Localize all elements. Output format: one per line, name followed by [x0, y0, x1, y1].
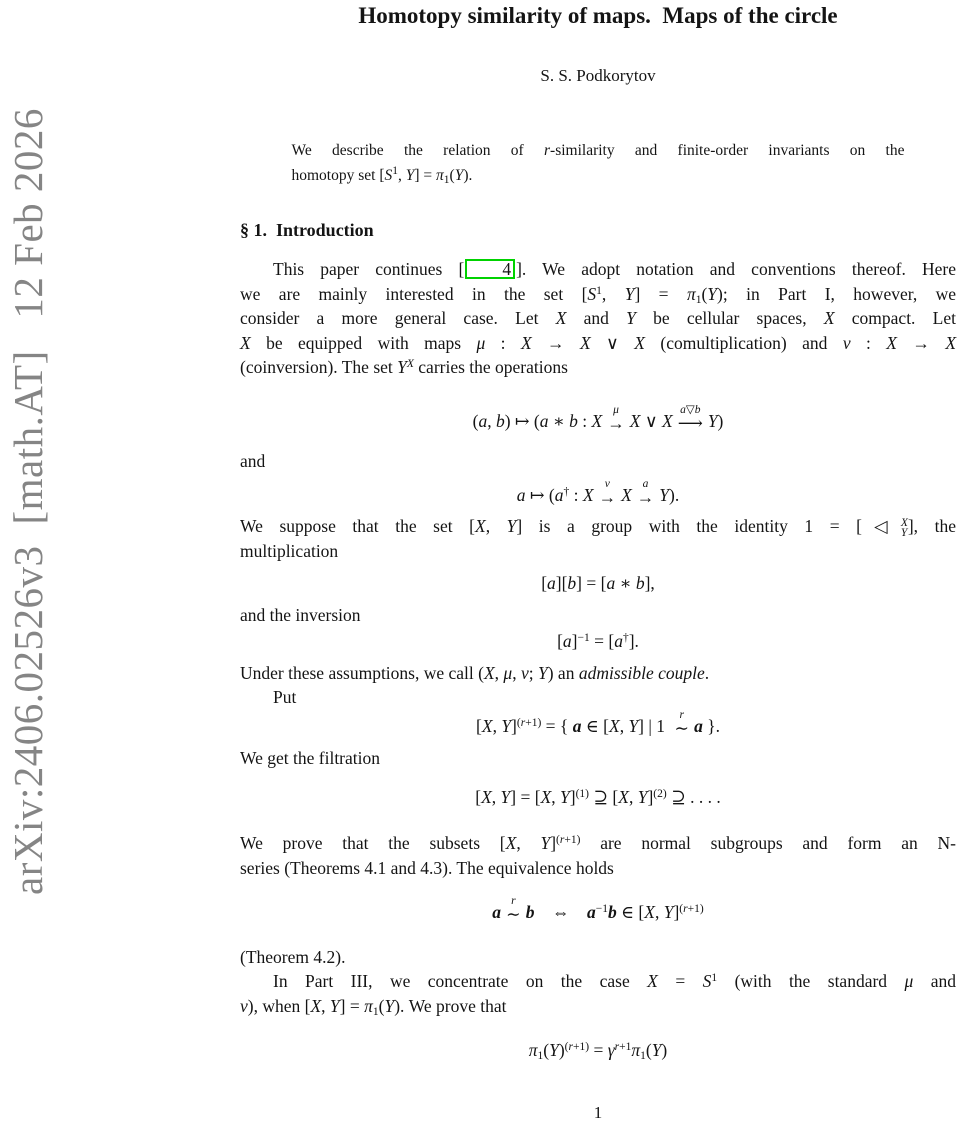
text-run: μ [613, 403, 619, 416]
text-run [556, 834, 580, 846]
text-run: ], the [907, 516, 957, 536]
text-run: X [900, 517, 908, 529]
text-run: Y [454, 166, 464, 184]
text-run: a [586, 902, 596, 922]
text-run: , [487, 410, 496, 431]
text-run: we are mainly interested in the set [ [240, 283, 588, 304]
text-run: r [543, 142, 551, 159]
text-run: ][ [555, 573, 568, 593]
text-run: π [528, 1040, 538, 1060]
text-run: b [569, 410, 578, 431]
text-run: μ [503, 662, 513, 683]
text-run: ⊇ [ [589, 786, 619, 807]
text-run: 1 [537, 1050, 544, 1062]
paragraph-line [240, 856, 956, 881]
text-run: ν [520, 662, 529, 683]
author-name: S. S. Podkorytov [540, 66, 656, 85]
text-run: Y [560, 786, 570, 807]
equation-coinversion-operation [240, 479, 956, 508]
paragraph-admissible-couple [240, 661, 956, 686]
text-run: , [398, 166, 406, 184]
text-run: ∗ [615, 573, 636, 593]
text-run: π [364, 995, 373, 1016]
text-run: X [481, 715, 493, 736]
text-run: , [516, 833, 541, 853]
text-run: r [683, 903, 688, 915]
text-run [598, 477, 617, 507]
text-run: X [579, 332, 591, 353]
text-run: ▽ [685, 403, 695, 416]
text-run: ⊇ . . . . [666, 786, 721, 807]
text-run: +1) [525, 716, 542, 729]
text-run: Y [549, 1040, 559, 1060]
text-run: ; [528, 662, 538, 683]
text-run: ] [647, 786, 654, 807]
text-run: X [406, 358, 414, 370]
text-run: Y [651, 1040, 662, 1060]
text-run: ( [516, 716, 521, 729]
arrow-glyph: ∼ [506, 904, 521, 924]
paragraph-line [240, 331, 956, 356]
text-run: ]. We adopt notation and conventions thereof. Here [516, 259, 956, 279]
page-number: 1 [593, 1103, 603, 1122]
abstract-line [292, 139, 905, 164]
text-run: ) ↦ ( [504, 410, 540, 431]
text-run [565, 1041, 589, 1053]
equation-inversion [240, 629, 956, 654]
text-run [679, 903, 703, 915]
text-run: Y [707, 283, 718, 304]
paragraph-group-identity [240, 514, 956, 563]
paragraph-line [240, 514, 956, 539]
paper-content [240, 0, 956, 1063]
text-run: ν [604, 477, 610, 490]
text-run: a [642, 477, 649, 490]
text-run: : [485, 332, 521, 353]
text-run: ] = [339, 995, 365, 1016]
text-run: ∨ [590, 332, 635, 353]
text-run: = [657, 971, 703, 991]
text-run: a [694, 715, 703, 736]
text-run: ]. [628, 631, 639, 651]
text-run: : [569, 484, 583, 505]
label-theorem-4-2: (Theorem 4.2). [240, 946, 346, 967]
text-run: , [601, 283, 625, 304]
text-run: , [494, 662, 504, 683]
text-run: a [562, 631, 572, 651]
text-run: X [582, 484, 594, 505]
text-run: admissible couple [578, 662, 705, 683]
text-run: X [540, 786, 552, 807]
text-run: X [591, 410, 603, 431]
text-run: ) an [547, 662, 579, 683]
text-run: r [511, 895, 516, 907]
text-run: γ [607, 1040, 615, 1060]
text-run [653, 788, 666, 800]
paragraph-line [240, 355, 956, 380]
text-run: , [492, 715, 502, 736]
text-run: ◁ [861, 516, 900, 536]
text-run: b [525, 902, 535, 922]
text-run: ] [550, 833, 557, 853]
text-run: b [495, 410, 505, 431]
text-run: : [577, 410, 592, 431]
text-run: X [505, 833, 517, 853]
text-run: ] = [634, 283, 687, 304]
text-run: +1 [619, 1041, 632, 1053]
text-run: Y [500, 786, 511, 807]
text-run [576, 788, 589, 800]
text-run: X [475, 516, 486, 536]
text-run: Y [540, 833, 551, 853]
text-run: X [481, 786, 492, 807]
text-run: b [607, 902, 617, 922]
arrow-glyph: → [636, 486, 655, 507]
text-run: = [ [589, 631, 615, 651]
text-run: Y [707, 410, 718, 431]
text-run: = { [541, 715, 573, 736]
text-run: S [587, 283, 597, 304]
text-run: ∗ [548, 410, 570, 431]
text-run: S [384, 166, 393, 184]
subscript [901, 528, 908, 538]
text-run: [ [557, 631, 563, 651]
paragraph-part-iii [240, 969, 956, 1018]
text-run: ) [717, 410, 724, 431]
text-run: 1 [596, 284, 602, 297]
text-run: a [680, 403, 686, 416]
text-run [636, 477, 655, 507]
label-filtration: We get the filtration [240, 748, 380, 768]
text-run: }. [702, 715, 720, 736]
section-heading: § 1. Introduction [240, 220, 374, 240]
text-run: : [850, 332, 887, 353]
text-run: compact. Let [834, 308, 956, 328]
text-run: ], [644, 573, 655, 593]
text-run: X [647, 971, 658, 991]
text-run: a [539, 410, 549, 431]
paper-title: Homotopy similarity of maps. Maps of the circle [358, 3, 838, 28]
text-run: ) [661, 1040, 668, 1060]
text-run: , [619, 715, 629, 736]
text-run: +1) [687, 903, 704, 915]
equation-pi1-gamma [240, 1038, 956, 1063]
text-run: a [614, 631, 623, 651]
text-run: +1) [572, 1041, 590, 1053]
text-run: ∈ [ [616, 902, 645, 922]
text-run: (coinversion). The set [240, 357, 398, 377]
text-run: (comultiplication) and [644, 332, 843, 353]
text-run: ν [240, 995, 248, 1016]
text-run: ( [645, 1040, 652, 1060]
text-run [615, 1041, 632, 1053]
text-run: , [491, 786, 501, 807]
text-run [517, 717, 541, 729]
arxiv-watermark: arXiv:2406.02526v3 [math.AT] 12 Feb 2026 [5, 108, 51, 895]
text-run: X [634, 332, 645, 353]
text-run: be equipped with maps [250, 332, 477, 353]
text-run: In Part III, we concentrate on the case [273, 971, 648, 991]
text-run: -similarity and finite-order invariants on the [550, 142, 905, 159]
text-run: X [618, 786, 629, 807]
text-run: ( [472, 410, 479, 431]
text-run: → [897, 332, 946, 353]
text-run: a [547, 573, 556, 593]
text-run: X [483, 662, 495, 683]
text-run: a [516, 484, 526, 505]
text-run: ∈ [ [581, 715, 609, 736]
text-run: [ [475, 786, 482, 807]
text-run: Y [659, 484, 670, 505]
text-run: X [886, 332, 897, 353]
text-run: ν [842, 332, 851, 353]
text-run: −1 [595, 903, 608, 915]
text-run: Y [626, 308, 636, 328]
text-run: We describe the relation of [291, 142, 544, 159]
text-run: a [572, 715, 582, 736]
text-run: r [679, 708, 684, 721]
text-run: −1 [577, 632, 590, 644]
text-run: ] [511, 715, 517, 736]
text-run: , [654, 902, 664, 922]
text-run: and [913, 971, 956, 991]
text-run: , [512, 662, 521, 683]
equation-subset-definition [240, 710, 956, 739]
equation-equivalence [240, 896, 956, 925]
paragraph-line [240, 831, 956, 856]
text-run: +1) [564, 834, 581, 846]
text-run: μ [904, 971, 914, 991]
text-run: carries the operations [413, 357, 568, 377]
arrow-glyph: → [607, 412, 625, 433]
text-run: → [531, 332, 580, 353]
text-run: ↦ ( [525, 484, 555, 505]
text-run: Y [405, 166, 415, 184]
text-run: [ [541, 573, 548, 593]
text-run: X [520, 332, 532, 353]
text-run: ( [378, 995, 385, 1016]
label-put: Put [273, 687, 297, 707]
text-run: † [622, 632, 629, 644]
label-and: and [240, 451, 266, 471]
text-run: ( [543, 1040, 550, 1060]
text-run: X [555, 308, 567, 328]
paragraph-line [240, 539, 956, 564]
text-run: ] is a group with the identity 1 = [ [516, 516, 862, 536]
text-run: S [702, 971, 712, 991]
text-run: ( [701, 283, 708, 304]
text-run: μ [476, 332, 486, 353]
text-run: X [644, 902, 655, 922]
text-run: consider a more general case. Let [240, 308, 556, 328]
text-run: π [686, 283, 696, 304]
text-run: 1 [443, 173, 450, 186]
text-run: ∨ [640, 410, 663, 431]
abstract-line [292, 164, 905, 189]
text-run: X [240, 332, 251, 353]
text-run: X [629, 410, 641, 431]
text-run: a [478, 410, 488, 431]
citation-link-4[interactable]: 4 [465, 259, 515, 279]
text-run: ] = [ [510, 786, 541, 807]
text-run: ). [669, 484, 680, 505]
text-run: a [492, 902, 502, 922]
text-run: ⇔ [534, 902, 587, 922]
label-and-the-inversion: and the inversion [240, 604, 361, 625]
text-run [607, 403, 625, 433]
text-run: ). We prove that [394, 995, 507, 1016]
text-run: . [704, 662, 710, 683]
paragraph-intro [240, 257, 956, 380]
text-run: b [694, 403, 701, 416]
paragraph-line [240, 306, 956, 331]
text-run: X [621, 484, 632, 505]
text-run: , [321, 995, 330, 1016]
text-run: We suppose that the set [ [240, 516, 475, 536]
paragraph-normal-subgroups [240, 831, 956, 880]
text-run: ( [449, 166, 455, 184]
text-run [506, 895, 521, 924]
equation-filtration [240, 785, 956, 810]
text-run: X [310, 995, 322, 1016]
text-run [674, 708, 690, 738]
text-run: r [614, 1041, 620, 1053]
text-run: We prove that the subsets [ [240, 833, 506, 853]
text-run: ( [556, 834, 560, 846]
text-run: ] = [414, 166, 437, 184]
paragraph-line [240, 282, 956, 307]
text-run: ] [571, 631, 578, 651]
text-run [900, 518, 908, 538]
text-run: Y [501, 715, 512, 736]
text-run: (with the standard [717, 971, 905, 991]
text-run: and [566, 308, 627, 328]
text-run: ( [564, 1041, 569, 1053]
text-run: ] [569, 786, 576, 807]
text-run: = [589, 1040, 608, 1060]
text-run: (2) [653, 787, 667, 800]
text-run: X [945, 332, 957, 353]
text-run: X [662, 410, 673, 431]
text-run: a [606, 573, 616, 593]
arrow-glyph: ⟶ [677, 412, 703, 433]
text-run: This paper continues [ [273, 259, 465, 279]
text-run: be cellular spaces, [635, 308, 824, 328]
text-run: 1 [695, 293, 702, 306]
text-run: ). [463, 166, 473, 184]
paragraph-line [240, 994, 956, 1019]
text-run: † [563, 485, 570, 498]
text-run: X [823, 308, 835, 328]
text-run: Y [384, 995, 395, 1016]
text-run: Y [538, 662, 548, 683]
text-run: ) [558, 1040, 565, 1060]
text-run: [ [476, 715, 482, 736]
text-run: 1 [711, 972, 718, 984]
text-run: series (Theorems 4.1 and 4.3). The equivalence holds [240, 857, 614, 878]
equation-comultiplication-operation [240, 405, 956, 434]
text-run: Y [397, 357, 407, 377]
text-run: π [436, 166, 444, 184]
text-run: ] [673, 902, 680, 922]
text-run: 1 [640, 1050, 646, 1062]
text-run: , [628, 786, 638, 807]
text-run: (1) [575, 787, 589, 800]
text-run: b [567, 573, 577, 593]
text-run: are normal subgroups and form an N- [580, 833, 956, 853]
paragraph-line [240, 257, 956, 282]
text-run: a [554, 484, 564, 505]
text-run: b [635, 573, 645, 593]
text-run: homotopy set [ [291, 166, 385, 184]
abstract [292, 139, 905, 188]
text-run: , [485, 516, 507, 536]
text-run: X [608, 715, 620, 736]
text-run: Y [624, 283, 635, 304]
text-run: Under these assumptions, we call ( [240, 662, 484, 683]
text-run: , [551, 786, 561, 807]
text-run [677, 403, 703, 433]
arrow-glyph: → [598, 486, 617, 507]
text-run: Y [900, 527, 908, 539]
arrow-glyph: ∼ [674, 717, 690, 738]
text-run: π [631, 1040, 641, 1060]
text-run: r [520, 716, 526, 729]
text-run: 1 [372, 1005, 379, 1018]
text-run: Y [506, 516, 517, 536]
text-run: Y [637, 786, 648, 807]
text-run: 1 [392, 164, 398, 177]
text-run: Y [663, 902, 674, 922]
text-run: Y [628, 715, 639, 736]
text-run: r [559, 834, 565, 846]
text-run: r [568, 1041, 573, 1053]
text-run: Y [329, 995, 340, 1016]
text-run: ); in Part I, however, we [717, 283, 957, 304]
text-run: ), when [ [247, 995, 311, 1016]
paragraph-line [240, 969, 956, 994]
text-run: multiplication [240, 540, 339, 561]
text-run: ( [679, 903, 684, 915]
text-run: ] | 1 [638, 715, 670, 736]
text-run: ] = [ [576, 573, 607, 593]
equation-multiplication [240, 571, 956, 596]
